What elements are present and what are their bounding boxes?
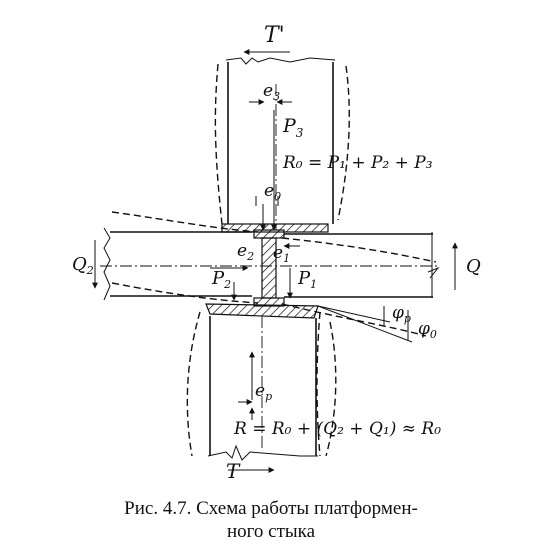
label-phi-p: $\varphi_p$ xyxy=(392,303,411,325)
lower-mortar-seam xyxy=(206,304,318,318)
label-T-bottom: T xyxy=(226,459,240,483)
label-phi-0: $\varphi_0$ xyxy=(418,319,437,341)
label-Q2: $Q_2$ xyxy=(72,254,94,277)
label-T-top: T' xyxy=(264,23,285,48)
upper-wall-panel xyxy=(215,58,349,224)
label-R0-formula: R₀ = P₁ + P₂ + P₃ xyxy=(283,153,433,173)
label-Q: Q xyxy=(466,256,481,277)
caption xyxy=(124,498,418,542)
label-e3: $e_3$ xyxy=(263,81,281,103)
label-P1: $P_1$ xyxy=(298,268,318,291)
caption-line-1: Рис. 4.7. Схема работы платформен- xyxy=(124,498,418,519)
label-e0: $e_0$ xyxy=(264,181,282,203)
labels xyxy=(72,23,481,483)
caption-line-2: ного стыка xyxy=(226,521,316,542)
label-R-formula: R = R₀ + (Q₂ + Q₁) ≈ R₀ xyxy=(234,419,442,439)
label-e1: $e_1$ xyxy=(273,243,291,265)
label-P3: $P_3$ xyxy=(283,115,304,140)
steel-insert xyxy=(254,230,284,306)
label-e2: $e_2$ xyxy=(237,241,255,263)
label-ep: $e_p$ xyxy=(255,381,273,403)
label-P2: $P_2$ xyxy=(212,268,232,291)
